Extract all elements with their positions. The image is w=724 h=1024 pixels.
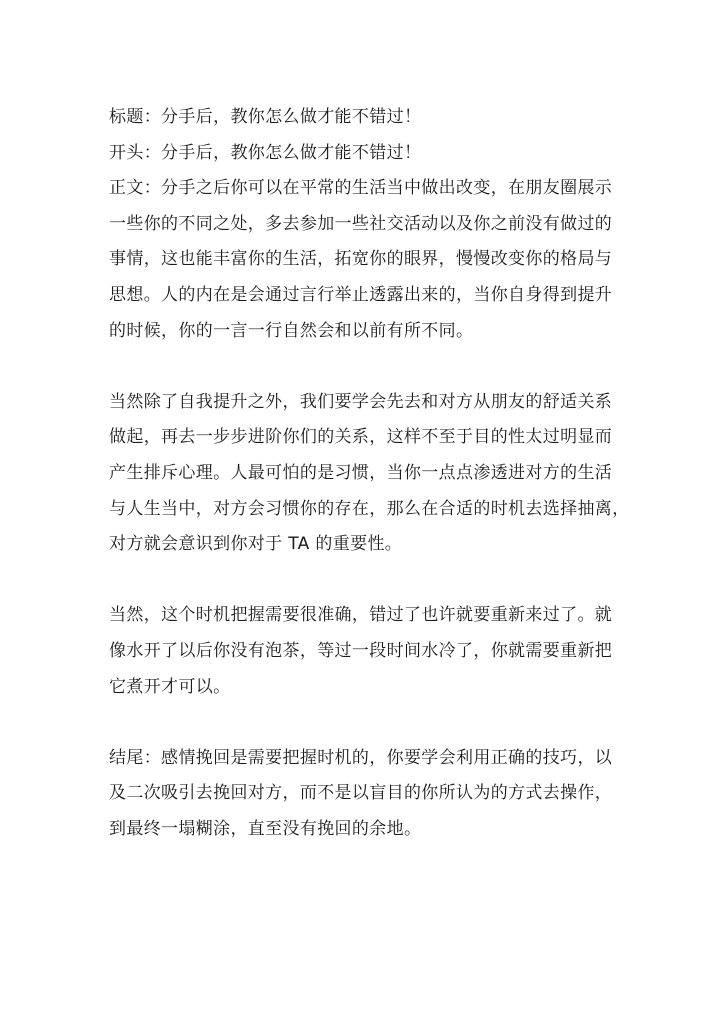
body-paragraph-3: [109, 598, 649, 705]
paragraph-line: 像水开了以后你没有泡茶，等过一段时间水冷了，你就需要重新把: [109, 640, 613, 661]
body-paragraph-2: [109, 385, 649, 563]
ending-paragraph: [109, 741, 649, 848]
document-page: [109, 100, 649, 847]
opening-line: 开头：分手后，教你怎么做才能不错过！: [109, 142, 422, 163]
paragraph-line: 做起，再去一步步进阶你们的关系，这样不至于目的性太过明显而: [109, 427, 613, 448]
paragraph-line: 它煮开才可以。: [109, 676, 231, 697]
paragraph-line: 正文：分手之后你可以在平常的生活当中做出改变，在朋友圈展示: [109, 178, 613, 199]
title-line: 标题：分手后，教你怎么做才能不错过！: [109, 107, 422, 127]
paragraph-line: 与人生当中，对方会习惯你的存在，那么在合适的时机去选择抽离，: [109, 498, 630, 519]
paragraph-line: 的时候，你的一言一行自然会和以前有所不同。: [109, 320, 474, 341]
paragraph-line: 当然除了自我提升之外，我们要学会先去和对方从朋友的舒适关系: [109, 391, 613, 412]
paragraph-line: 结尾：感情挽回是需要把握时机的，你要学会利用正确的技巧，以: [109, 747, 613, 768]
paragraph-spacer: [109, 563, 649, 599]
paragraph-line: 思想。人的内在是会通过言行举止透露出来的，当你自身得到提升: [109, 284, 613, 305]
paragraph-line: 及二次吸引去挽回对方，而不是以盲目的你所认为的方式去操作，: [109, 783, 613, 804]
paragraph-spacer: [109, 705, 649, 741]
paragraph-line: 当然，这个时机把握需要很准确，错过了也许就要重新来过了。就: [109, 605, 613, 626]
paragraph-line: 事情，这也能丰富你的生活，拓宽你的眼界，慢慢改变你的格局与: [109, 249, 613, 270]
body-paragraph-1: [109, 171, 649, 349]
paragraph-spacer: [109, 349, 649, 385]
paragraph-line: 对方就会意识到你对于 TA 的重要性。: [109, 534, 403, 555]
paragraph-line: 到最终一塌糊涂，直至没有挽回的余地。: [109, 818, 422, 839]
paragraph-line: 产生排斥心理。人最可怕的是习惯，当你一点点渗透进对方的生活: [109, 462, 613, 483]
paragraph-line: 一些你的不同之处，多去参加一些社交活动以及你之前没有做过的: [109, 213, 613, 234]
